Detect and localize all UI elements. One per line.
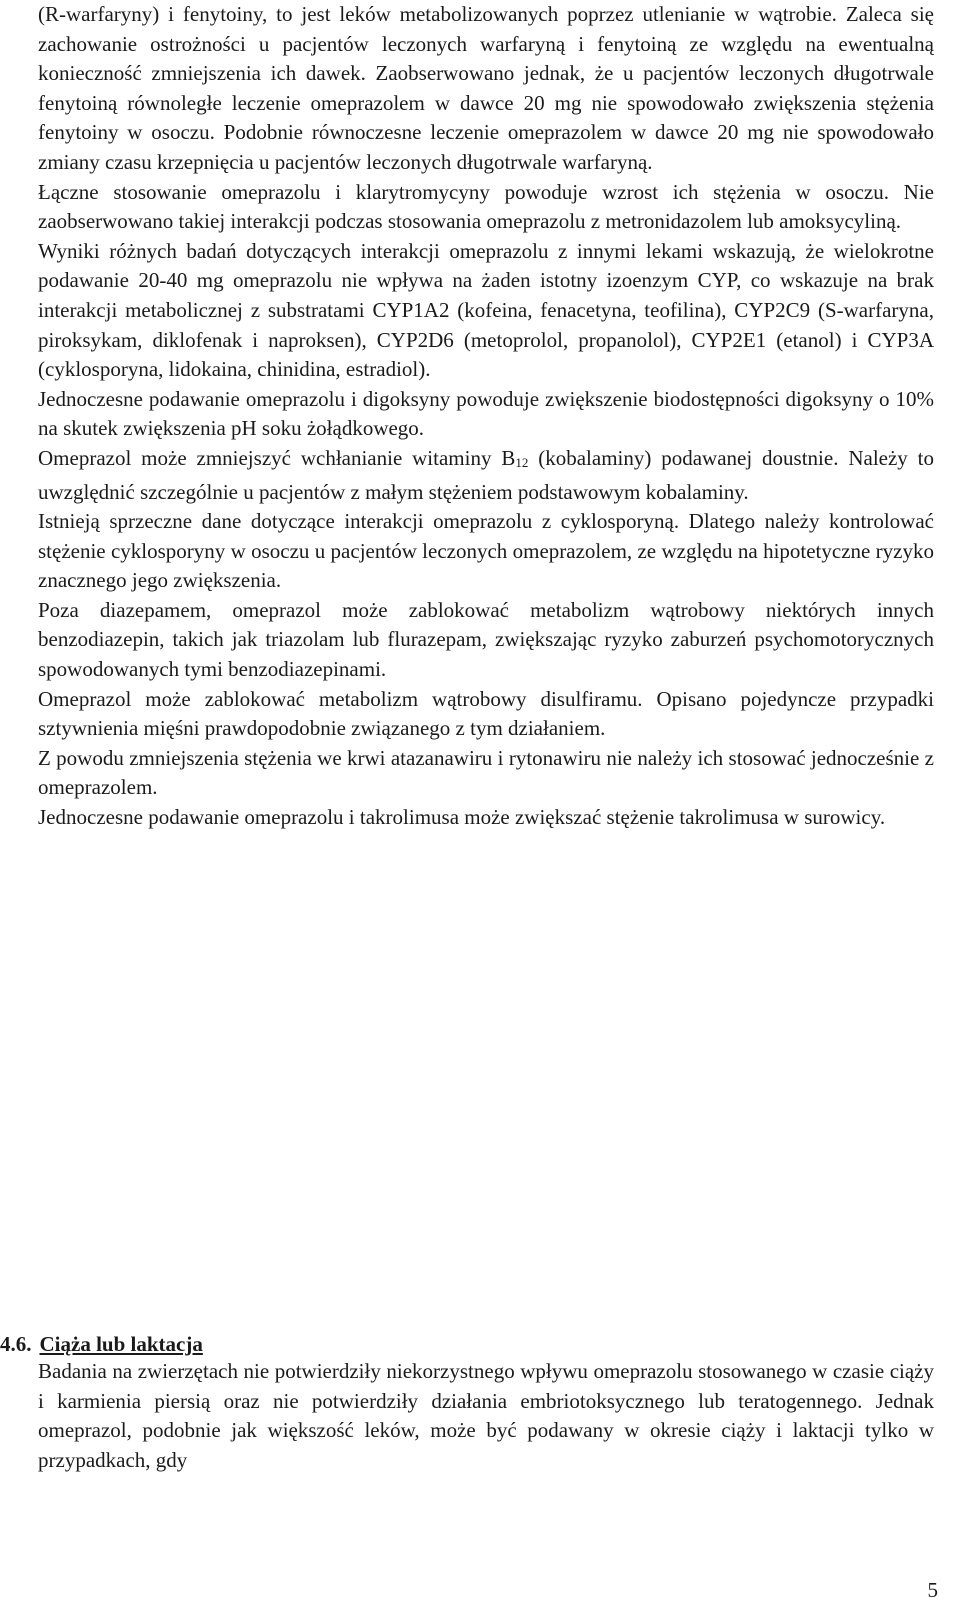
paragraph-vitamin-b12-text-a: Omeprazol może zmniejszyć wchłanianie witaminy B: [38, 445, 516, 470]
section-number: 4.6.: [0, 1332, 32, 1356]
section-body: [38, 1357, 934, 1475]
page-number: 5: [927, 1578, 938, 1602]
paragraph-digoxin: Jednoczesne podawanie omeprazolu i digoksyny powoduje zwiększenie biodostępności digoksyny o 10% na skutek zwiększenia pH soku żołądkowego.: [38, 386, 934, 441]
paragraph-cyclosporine: Istnieją sprzeczne dane dotyczące interakcji omeprazolu z cyklosporyną. Dlatego należy kontrolować stężenie cyklosporyny w osoczu u pacjentów leczonych omeprazolem, ze względu na hipotetyczne ryzyko znacznego jego zwiększenia.: [38, 509, 934, 593]
paragraph-pregnancy: Badania na zwierzętach nie potwierdziły niekorzystnego wpływu omeprazolu stosowanego w czasie ciąży i karmienia piersią oraz nie potwierdziły działania embriotoksycznego lub teratogennego. Jednak omeprazol, podobnie jak większość leków, może być podawany w okresie ciąży i laktacji tylko w przypadkach, gdy: [38, 1359, 934, 1472]
paragraph-warfarin-phenytoin: (R-warfaryny) i fenytoiny, to jest leków metabolizowanych poprzez utlenianie w wątrobie. Zaleca się zachowanie ostrożności u pacjentów leczonych warfaryną i fenytoiną ze względu na ewentualną konieczność zmniejszenia ich dawek. Zaobserwowano jednak, że u pacjentów leczonych długotrwale fenytoiną równoległe leczenie omeprazolem w dawce 20 mg nie spowodowało zwiększenia stężenia fenytoiny w osoczu. Podobnie równoczesne leczenie omeprazolem w dawce 20 mg nie spowodowało zmiany czasu krzepnięcia u pacjentów leczonych długotrwale warfaryną.: [38, 2, 934, 174]
paragraph-disulfiram: Omeprazol może zablokować metabolizm wątrobowy disulfiramu. Opisano pojedyncze przypadki sztywnienia mięśni prawdopodobnie związanego z tym działaniem.: [38, 686, 934, 741]
section-heading: [0, 1331, 203, 1357]
subscript-12: 12: [515, 454, 529, 470]
paragraph-tacrolimus: Jednoczesne podawanie omeprazolu i takrolimusa może zwiększać stężenie takrolimusa w surowicy.: [38, 805, 886, 830]
paragraph-vitamin-b12: [38, 444, 934, 507]
document-page: [38, 0, 934, 833]
paragraph-cyp-interactions: Wyniki różnych badań dotyczących interakcji omeprazolu z innymi lekami wskazują, że wielokrotne podawanie 20-40 mg omeprazolu nie wpływa na żaden istotny izoenzym CYP, co wskazuje na brak interakcji metabolicznej z substratami CYP1A2 (kofeina, fenacetyna, teofilina), CYP2C9 (S-warfaryna, piroksykam, diklofenak i naproksen), CYP2D6 (metoprolol, propanolol), CYP2E1 (etanol) i CYP3A (cyklosporyna, lidokaina, chinidina, estradiol).: [38, 238, 934, 382]
paragraph-benzodiazepines: Poza diazepamem, omeprazol może zablokować metabolizm wątrobowy niektórych innych benzodiazepin, takich jak triazolam lub flurazepam, zwiększając ryzyko zaburzeń psychomotorycznych spowodowanych tymi benzodiazepinami.: [38, 597, 934, 682]
paragraph-clarithromycin: Łączne stosowanie omeprazolu i klarytromycyny powoduje wzrost ich stężenia w osoczu. Nie zaobserwowano takiej interakcji podczas stosowania omeprazolu z metronidazolem lub amoksycyliną.: [38, 179, 934, 234]
paragraph-atazanavir: Z powodu zmniejszenia stężenia we krwi atazanawiru i rytonawiru nie należy ich stosować jednocześnie z omeprazolem.: [38, 745, 934, 800]
section-title: Ciąża lub laktacja: [39, 1332, 203, 1356]
paragraph-vitamin-b12-text-b: (kobalaminy) podawanej doustnie. Należy to uwzględnić szczególnie u pacjentów z małym stężeniem podstawowym kobalaminy.: [38, 445, 934, 504]
